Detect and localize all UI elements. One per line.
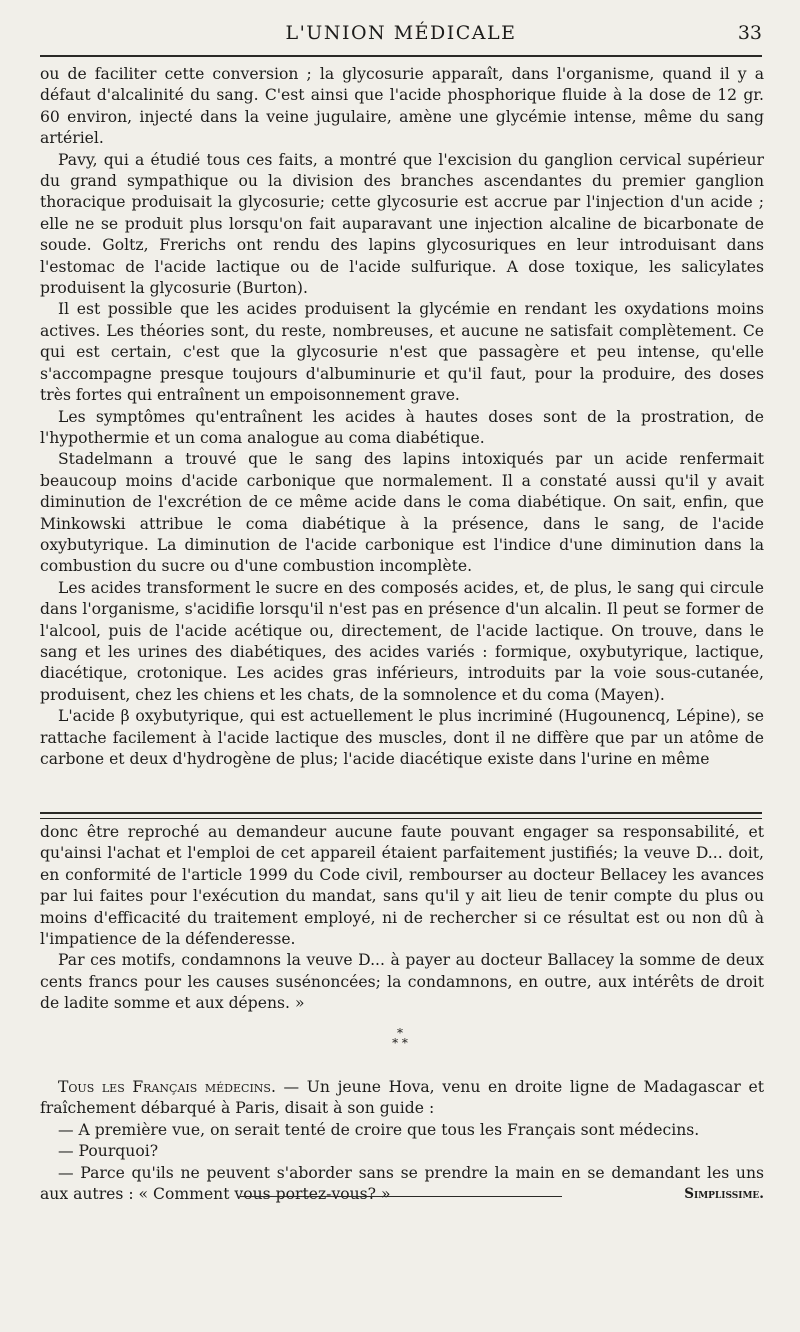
anecdote-intro: — Un jeune Hova, venu en droite ligne de Madagascar et fraîchement débarqué à Paris, disait à son guide : — [40, 1078, 764, 1118]
paragraph: ou de faciliter cette conversion ; la glycosurie apparaît, dans l'organisme, quand il y a défaut d'alcalinité du sang. C'est ainsi que l'acide phosphorique fluide à la dose de 12 gr. 60 environ, injecté dans la veine jugulaire, amène une glycémie intense, même du sang artériel. — [40, 65, 764, 148]
dialogue-line: — A première vue, on serait tenté de croire que tous les Français sont médecins. — [58, 1120, 700, 1139]
article-section — [40, 64, 764, 770]
paragraph: Il est possible que les acides produisent la glycémie en rendant les oxydations moins actives. Les théories sont, du reste, nombreuses, et aucune ne satisfait complètement. Ce qui est certain, c'est que la glycosurie n'est que passagère et peu intense, qu'elle s'accompagne presque toujours d'albuminurie et qu'il faut, pour la produire, des doses très fortes qui entraînent un empoisonnement grave. — [40, 300, 764, 405]
signature: Simplissime. — [684, 1186, 764, 1203]
paragraph: Stadelmann a trouvé que le sang des lapins intoxiqués par un acide renfermait beaucoup moins d'acide carbonique que normalement. Il a constaté aussi qu'il y avait diminution de l'excrétion de ce même acide dans le coma diabétique. On sait, enfin, que Minkowski attribue le coma diabétique à la présence, dans le sang, de l'acide oxybutyrique. La diminution de l'acide carbonique est l'indice d'une diminution dans la combustion du sucre ou d'une combustion incomplète. — [40, 450, 764, 576]
paragraph: Les symptômes qu'entraînent les acides à hautes doses sont de la prostration, de l'hypothermie et un coma analogue au coma diabétique. — [40, 407, 764, 447]
anecdote-heading: Tous les Français médecins. — [58, 1078, 276, 1096]
page-header — [40, 22, 762, 50]
paragraph: Les acides transforment le sucre en des composés acides, et, de plus, le sang qui circule dans l'organisme, s'acidifie lorsqu'il n'est pas en présence d'un alcalin. Il peut se former de l'alcool, puis de l'acide acétique ou, directement, de l'acide lactique. On trouve, dans le sang et les urines des diabétiques, des acides variés : formique, oxybutyrique, lactique, diacétique, crotonique. Les acides gras inférieurs, introduits par la voie sous-cutanée, produisent, chez les chiens et les chats, de la somnolence et du coma (Mayen). — [40, 578, 764, 704]
page-number: 33 — [737, 22, 762, 44]
dialogue-line: — Pourquoi? — [58, 1142, 159, 1161]
dialogue-line — [40, 1163, 764, 1206]
anecdote-section — [40, 1077, 764, 1205]
paragraph: Par ces motifs, condamnons la veuve D... à payer au docteur Ballacey la somme de deux cents francs pour les causes susénoncées; la condamnons, en outre, aux intérêts de droit de ladite somme et aux dépens. » — [40, 951, 764, 1013]
paragraph: Pavy, qui a étudié tous ces faits, a montré que l'excision du ganglion cervical supérieur du grand sympathique ou la division des branches ascendantes du premier ganglion thoracique produisait la glycosurie; cette glycosurie est accrue par l'injection d'un acide ; elle ne se produit plus lorsqu'on fait auparavant une injection alcaline de bicarbonate de soude. Goltz, Frerichs ont rendu des lapins glycosuriques en leur introduisant dans l'estomac de l'acide lactique ou de l'acide sulfurique. A dose toxique, les salicylates produisent la glycosurie (Burton). — [40, 150, 764, 298]
section-divider — [40, 812, 762, 819]
paragraph: donc être reproché au demandeur aucune faute pouvant engager sa responsabilité, et qu'ainsi l'achat et l'emploi de cet appareil étaient parfaitement justifiés; la veuve D... doit, en conformité de l'article 1999 du Code civil, rembourser au docteur Bellacey les avances par lui faites pour l'exécution du mandat, sans qu'il y ait lieu de tenir compte du plus ou moins d'efficacité du traitement employé, ni de rechercher si ce résultat est ou non dû à l'impatience de la défenderesse. — [40, 823, 764, 949]
header-rule — [40, 55, 762, 57]
paragraph: L'acide β oxybutyrique, qui est actuellement le plus incriminé (Hugounencq, Lépine), se rattache facilement à l'acide lactique des muscles, dont il ne diffère que par un atôme de carbone et deux d'hydrogène de plus; l'acide diacétique existe dans l'urine en même — [40, 707, 764, 768]
dialogue-text: — Parce qu'ils ne peuvent s'aborder sans se prendre la main en se demandant les uns aux autres : « Comment vous portez-vous? » — [40, 1163, 764, 1204]
legal-section — [40, 822, 764, 1015]
asterism-separator: * * * — [392, 1026, 408, 1050]
closing-rule — [240, 1196, 562, 1197]
running-title: L'UNION MÉDICALE — [285, 22, 517, 44]
anecdote-paragraph — [40, 1077, 764, 1120]
